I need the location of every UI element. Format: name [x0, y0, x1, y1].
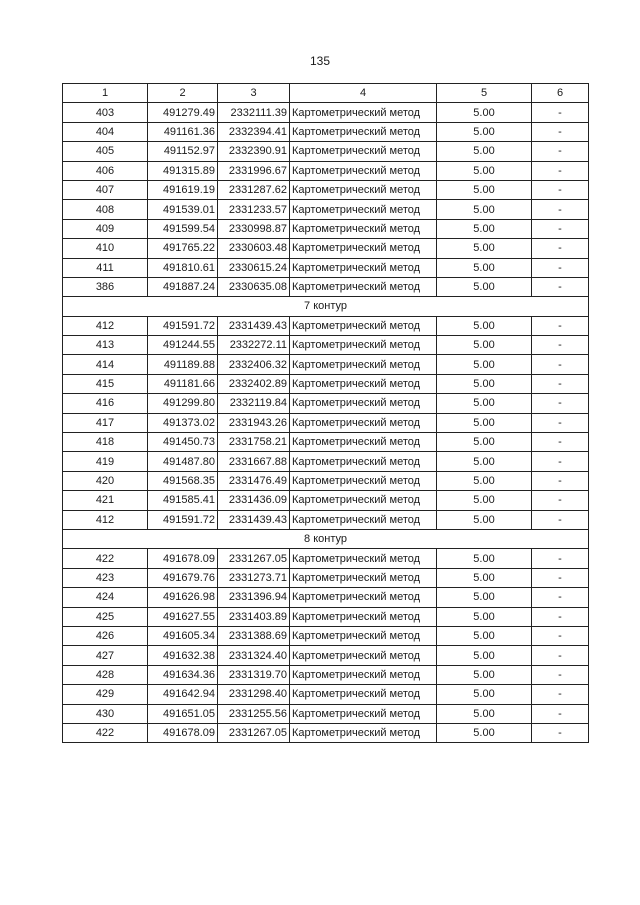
point-number-cell: 429	[63, 685, 148, 704]
table-row	[63, 452, 589, 471]
accuracy-cell: 5.00	[437, 316, 532, 335]
y-coordinate-cell: 2332111.39	[218, 103, 290, 122]
accuracy-cell: 5.00	[437, 277, 532, 296]
point-number-cell: 404	[63, 122, 148, 141]
x-coordinate-cell: 491810.61	[148, 258, 218, 277]
accuracy-cell: 5.00	[437, 588, 532, 607]
table-row	[63, 665, 589, 684]
point-number-cell: 415	[63, 374, 148, 393]
method-cell: Картометрический метод	[290, 355, 437, 374]
header-col-2: 2	[148, 84, 218, 103]
contour-heading-row	[63, 297, 589, 316]
table-row	[63, 355, 589, 374]
y-coordinate-cell: 2331943.26	[218, 413, 290, 432]
method-cell: Картометрический метод	[290, 219, 437, 238]
accuracy-cell: 5.00	[437, 685, 532, 704]
x-coordinate-cell: 491591.72	[148, 316, 218, 335]
note-cell: -	[532, 142, 589, 161]
table-row	[63, 588, 589, 607]
table-row	[63, 200, 589, 219]
table-row	[63, 219, 589, 238]
note-cell: -	[532, 239, 589, 258]
method-cell: Картометрический метод	[290, 685, 437, 704]
note-cell: -	[532, 336, 589, 355]
accuracy-cell: 5.00	[437, 704, 532, 723]
method-cell: Картометрический метод	[290, 161, 437, 180]
method-cell: Картометрический метод	[290, 491, 437, 510]
point-number-cell: 425	[63, 607, 148, 626]
x-coordinate-cell: 491619.19	[148, 180, 218, 199]
method-cell: Картометрический метод	[290, 122, 437, 141]
note-cell: -	[532, 355, 589, 374]
accuracy-cell: 5.00	[437, 200, 532, 219]
method-cell: Картометрический метод	[290, 723, 437, 742]
x-coordinate-cell: 491591.72	[148, 510, 218, 529]
table-row	[63, 549, 589, 568]
accuracy-cell: 5.00	[437, 471, 532, 490]
method-cell: Картометрический метод	[290, 239, 437, 258]
method-cell: Картометрический метод	[290, 316, 437, 335]
method-cell: Картометрический метод	[290, 549, 437, 568]
x-coordinate-cell: 491299.80	[148, 394, 218, 413]
note-cell: -	[532, 103, 589, 122]
point-number-cell: 423	[63, 568, 148, 587]
header-col-4: 4	[290, 84, 437, 103]
note-cell: -	[532, 471, 589, 490]
method-cell: Картометрический метод	[290, 607, 437, 626]
x-coordinate-cell: 491605.34	[148, 626, 218, 645]
y-coordinate-cell: 2332272.11	[218, 336, 290, 355]
method-cell: Картометрический метод	[290, 704, 437, 723]
y-coordinate-cell: 2331396.94	[218, 588, 290, 607]
method-cell: Картометрический метод	[290, 277, 437, 296]
note-cell: -	[532, 685, 589, 704]
x-coordinate-cell: 491487.80	[148, 452, 218, 471]
point-number-cell: 416	[63, 394, 148, 413]
y-coordinate-cell: 2331267.05	[218, 723, 290, 742]
table-row	[63, 491, 589, 510]
point-number-cell: 406	[63, 161, 148, 180]
y-coordinate-cell: 2331267.05	[218, 549, 290, 568]
point-number-cell: 412	[63, 510, 148, 529]
note-cell: -	[532, 374, 589, 393]
table-row	[63, 316, 589, 335]
note-cell: -	[532, 316, 589, 335]
header-col-3: 3	[218, 84, 290, 103]
point-number-cell: 426	[63, 626, 148, 645]
x-coordinate-cell: 491765.22	[148, 239, 218, 258]
accuracy-cell: 5.00	[437, 626, 532, 645]
y-coordinate-cell: 2331667.88	[218, 452, 290, 471]
method-cell: Картометрический метод	[290, 433, 437, 452]
note-cell: -	[532, 607, 589, 626]
coordinates-table	[62, 83, 589, 743]
point-number-cell: 419	[63, 452, 148, 471]
y-coordinate-cell: 2331298.40	[218, 685, 290, 704]
y-coordinate-cell: 2331324.40	[218, 646, 290, 665]
point-number-cell: 422	[63, 723, 148, 742]
method-cell: Картометрический метод	[290, 568, 437, 587]
x-coordinate-cell: 491634.36	[148, 665, 218, 684]
accuracy-cell: 5.00	[437, 665, 532, 684]
note-cell: -	[532, 277, 589, 296]
point-number-cell: 420	[63, 471, 148, 490]
x-coordinate-cell: 491585.41	[148, 491, 218, 510]
point-number-cell: 403	[63, 103, 148, 122]
point-number-cell: 407	[63, 180, 148, 199]
y-coordinate-cell: 2331273.71	[218, 568, 290, 587]
point-number-cell: 413	[63, 336, 148, 355]
header-col-1: 1	[63, 84, 148, 103]
note-cell: -	[532, 180, 589, 199]
method-cell: Картометрический метод	[290, 646, 437, 665]
accuracy-cell: 5.00	[437, 142, 532, 161]
header-col-5: 5	[437, 84, 532, 103]
accuracy-cell: 5.00	[437, 355, 532, 374]
note-cell: -	[532, 122, 589, 141]
x-coordinate-cell: 491626.98	[148, 588, 218, 607]
method-cell: Картометрический метод	[290, 471, 437, 490]
note-cell: -	[532, 394, 589, 413]
x-coordinate-cell: 491599.54	[148, 219, 218, 238]
note-cell: -	[532, 200, 589, 219]
accuracy-cell: 5.00	[437, 374, 532, 393]
note-cell: -	[532, 433, 589, 452]
method-cell: Картометрический метод	[290, 374, 437, 393]
x-coordinate-cell: 491279.49	[148, 103, 218, 122]
point-number-cell: 409	[63, 219, 148, 238]
accuracy-cell: 5.00	[437, 607, 532, 626]
accuracy-cell: 5.00	[437, 568, 532, 587]
table-row	[63, 161, 589, 180]
point-number-cell: 430	[63, 704, 148, 723]
y-coordinate-cell: 2330603.48	[218, 239, 290, 258]
y-coordinate-cell: 2332394.41	[218, 122, 290, 141]
table-row	[63, 413, 589, 432]
x-coordinate-cell: 491568.35	[148, 471, 218, 490]
y-coordinate-cell: 2331439.43	[218, 316, 290, 335]
table-row	[63, 433, 589, 452]
y-coordinate-cell: 2332119.84	[218, 394, 290, 413]
note-cell: -	[532, 665, 589, 684]
y-coordinate-cell: 2330998.87	[218, 219, 290, 238]
y-coordinate-cell: 2332406.32	[218, 355, 290, 374]
table-row	[63, 704, 589, 723]
x-coordinate-cell: 491373.02	[148, 413, 218, 432]
point-number-cell: 422	[63, 549, 148, 568]
method-cell: Картометрический метод	[290, 394, 437, 413]
point-number-cell: 417	[63, 413, 148, 432]
point-number-cell: 428	[63, 665, 148, 684]
method-cell: Картометрический метод	[290, 200, 437, 219]
point-number-cell: 418	[63, 433, 148, 452]
table-row	[63, 122, 589, 141]
accuracy-cell: 5.00	[437, 258, 532, 277]
method-cell: Картометрический метод	[290, 180, 437, 199]
accuracy-cell: 5.00	[437, 433, 532, 452]
point-number-cell: 427	[63, 646, 148, 665]
y-coordinate-cell: 2331439.43	[218, 510, 290, 529]
point-number-cell: 411	[63, 258, 148, 277]
accuracy-cell: 5.00	[437, 510, 532, 529]
method-cell: Картометрический метод	[290, 588, 437, 607]
point-number-cell: 414	[63, 355, 148, 374]
note-cell: -	[532, 626, 589, 645]
note-cell: -	[532, 219, 589, 238]
note-cell: -	[532, 704, 589, 723]
table-row	[63, 626, 589, 645]
method-cell: Картометрический метод	[290, 665, 437, 684]
note-cell: -	[532, 588, 589, 607]
accuracy-cell: 5.00	[437, 161, 532, 180]
table-header-row	[63, 84, 589, 103]
table-body	[63, 103, 589, 743]
table-row	[63, 607, 589, 626]
y-coordinate-cell: 2331233.57	[218, 200, 290, 219]
y-coordinate-cell: 2331403.89	[218, 607, 290, 626]
x-coordinate-cell: 491161.36	[148, 122, 218, 141]
table-row	[63, 142, 589, 161]
accuracy-cell: 5.00	[437, 336, 532, 355]
y-coordinate-cell: 2331436.09	[218, 491, 290, 510]
method-cell: Картометрический метод	[290, 336, 437, 355]
table-row	[63, 646, 589, 665]
point-number-cell: 410	[63, 239, 148, 258]
method-cell: Картометрический метод	[290, 142, 437, 161]
x-coordinate-cell: 491678.09	[148, 723, 218, 742]
note-cell: -	[532, 491, 589, 510]
contour-heading-row	[63, 529, 589, 548]
accuracy-cell: 5.00	[437, 103, 532, 122]
accuracy-cell: 5.00	[437, 723, 532, 742]
x-coordinate-cell: 491679.76	[148, 568, 218, 587]
point-number-cell: 412	[63, 316, 148, 335]
accuracy-cell: 5.00	[437, 646, 532, 665]
table-row	[63, 180, 589, 199]
accuracy-cell: 5.00	[437, 180, 532, 199]
y-coordinate-cell: 2332402.89	[218, 374, 290, 393]
y-coordinate-cell: 2331319.70	[218, 665, 290, 684]
contour-heading: 7 контур	[63, 297, 589, 316]
accuracy-cell: 5.00	[437, 239, 532, 258]
table-row	[63, 471, 589, 490]
method-cell: Картометрический метод	[290, 413, 437, 432]
accuracy-cell: 5.00	[437, 549, 532, 568]
table-row	[63, 374, 589, 393]
note-cell: -	[532, 549, 589, 568]
x-coordinate-cell: 491632.38	[148, 646, 218, 665]
point-number-cell: 408	[63, 200, 148, 219]
method-cell: Картометрический метод	[290, 258, 437, 277]
x-coordinate-cell: 491181.66	[148, 374, 218, 393]
method-cell: Картометрический метод	[290, 510, 437, 529]
table-row	[63, 336, 589, 355]
table-row	[63, 258, 589, 277]
table-row	[63, 394, 589, 413]
y-coordinate-cell: 2331476.49	[218, 471, 290, 490]
note-cell: -	[532, 646, 589, 665]
y-coordinate-cell: 2331287.62	[218, 180, 290, 199]
accuracy-cell: 5.00	[437, 452, 532, 471]
x-coordinate-cell: 491450.73	[148, 433, 218, 452]
point-number-cell: 405	[63, 142, 148, 161]
table-row	[63, 239, 589, 258]
accuracy-cell: 5.00	[437, 491, 532, 510]
note-cell: -	[532, 723, 589, 742]
accuracy-cell: 5.00	[437, 219, 532, 238]
method-cell: Картометрический метод	[290, 626, 437, 645]
y-coordinate-cell: 2330615.24	[218, 258, 290, 277]
y-coordinate-cell: 2330635.08	[218, 277, 290, 296]
table-row	[63, 277, 589, 296]
y-coordinate-cell: 2332390.91	[218, 142, 290, 161]
x-coordinate-cell: 491189.88	[148, 355, 218, 374]
x-coordinate-cell: 491642.94	[148, 685, 218, 704]
x-coordinate-cell: 491627.55	[148, 607, 218, 626]
table-row	[63, 103, 589, 122]
header-col-6: 6	[532, 84, 589, 103]
x-coordinate-cell: 491678.09	[148, 549, 218, 568]
y-coordinate-cell: 2331996.67	[218, 161, 290, 180]
accuracy-cell: 5.00	[437, 122, 532, 141]
table-row	[63, 568, 589, 587]
table-row	[63, 723, 589, 742]
accuracy-cell: 5.00	[437, 394, 532, 413]
note-cell: -	[532, 161, 589, 180]
accuracy-cell: 5.00	[437, 413, 532, 432]
point-number-cell: 424	[63, 588, 148, 607]
point-number-cell: 386	[63, 277, 148, 296]
note-cell: -	[532, 258, 589, 277]
x-coordinate-cell: 491539.01	[148, 200, 218, 219]
method-cell: Картометрический метод	[290, 103, 437, 122]
x-coordinate-cell: 491651.05	[148, 704, 218, 723]
x-coordinate-cell: 491887.24	[148, 277, 218, 296]
x-coordinate-cell: 491315.89	[148, 161, 218, 180]
page-number: 135	[309, 54, 331, 68]
note-cell: -	[532, 413, 589, 432]
x-coordinate-cell: 491244.55	[148, 336, 218, 355]
note-cell: -	[532, 452, 589, 471]
contour-heading: 8 контур	[63, 529, 589, 548]
method-cell: Картометрический метод	[290, 452, 437, 471]
table-row	[63, 510, 589, 529]
table-row	[63, 685, 589, 704]
y-coordinate-cell: 2331758.21	[218, 433, 290, 452]
note-cell: -	[532, 568, 589, 587]
y-coordinate-cell: 2331255.56	[218, 704, 290, 723]
y-coordinate-cell: 2331388.69	[218, 626, 290, 645]
x-coordinate-cell: 491152.97	[148, 142, 218, 161]
note-cell: -	[532, 510, 589, 529]
point-number-cell: 421	[63, 491, 148, 510]
